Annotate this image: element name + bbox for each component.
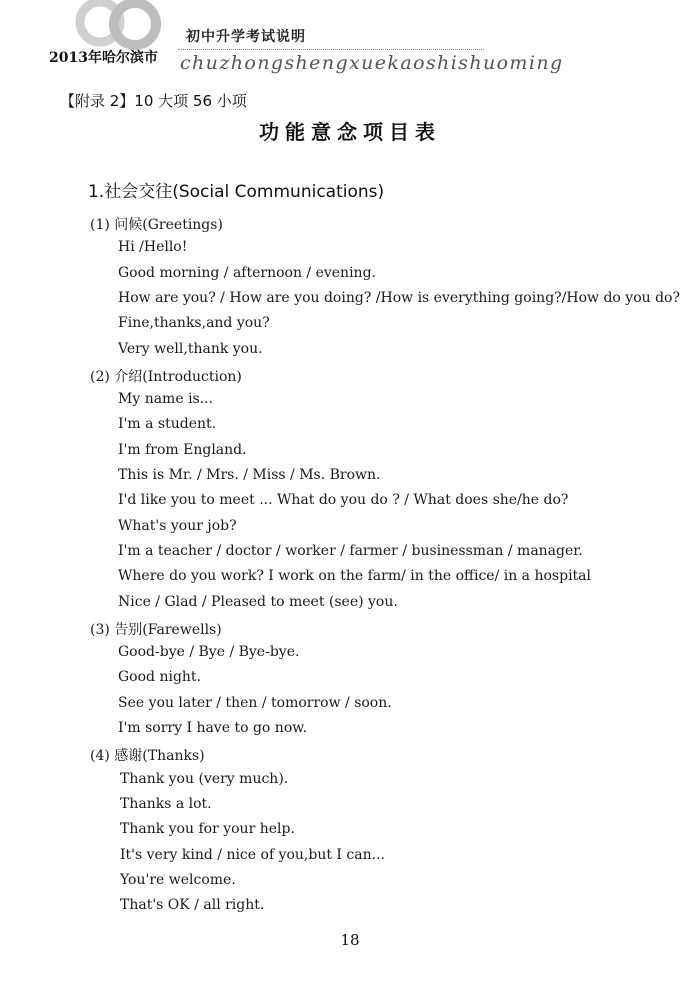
phrase-item: Where do you work? I work on the farm/ in the office/ in a hospital — [118, 568, 591, 585]
subsection-label: (3) 告别(Farewells) — [90, 621, 222, 638]
phrase-item: See you later / then / tomorrow / soon. — [118, 694, 392, 711]
section-heading: 1.社会交往(Social Communications) — [88, 182, 385, 202]
phrase-item: This is Mr. / Mrs. / Miss / Ms. Brown. — [118, 467, 381, 483]
phrase-item: Very well,thank you. — [118, 340, 263, 357]
phrase-item: Good-bye / Bye / Bye-bye. — [118, 644, 300, 661]
phrase-item: Thank you for your help. — [120, 821, 295, 838]
phrase-item: I'm a teacher / doctor / worker / farmer / businessman / manager. — [118, 542, 583, 559]
phrase-item: What's your job? — [118, 517, 237, 534]
header-title: 初中升学考试说明 — [186, 29, 306, 45]
phrase-item: You're welcome. — [120, 871, 236, 888]
subsection-label: (2) 介绍(Introduction) — [90, 368, 242, 385]
phrase-item: I'm a student. — [118, 416, 217, 433]
phrase-item: I'd like you to meet ... What do you do ? / What does she/he do? — [118, 492, 569, 509]
phrase-item: My name is... — [118, 391, 214, 408]
phrase-item: Nice / Glad / Pleased to meet (see) you. — [118, 593, 398, 610]
phrase-item: Hi /Hello! — [118, 239, 188, 256]
page-title: 功能意念项目表 — [259, 120, 441, 144]
phrase-item: I'm sorry I have to go now. — [118, 720, 308, 736]
phrase-item: Good morning / afternoon / evening. — [118, 264, 376, 281]
phrase-item: Good night. — [118, 669, 202, 686]
appendix-label: 【附录 2】10 大项 56 小项 — [60, 92, 247, 110]
phrase-item: That's OK / all right. — [120, 897, 265, 914]
phrase-item: I'm from England. — [118, 441, 247, 458]
subsection-label: (4) 感谢(Thanks) — [90, 748, 205, 765]
phrase-item: Thank you (very much). — [120, 770, 289, 787]
subsection-label: (1) 问候(Greetings) — [90, 217, 223, 233]
header-year-city: 2013年哈尔滨市 — [49, 50, 158, 66]
page-number: 18 — [340, 931, 360, 949]
phrase-item: Thanks a lot. — [120, 795, 212, 812]
phrase-item: How are you? / How are you doing? /How is everything going?/How do you do? — [118, 289, 680, 306]
phrase-item: Fine,thanks,and you? — [118, 315, 270, 332]
header-pinyin: chuzhongshengxuekaoshishuoming — [180, 52, 564, 74]
phrase-item: It's very kind / nice of you,but I can... — [120, 846, 385, 863]
